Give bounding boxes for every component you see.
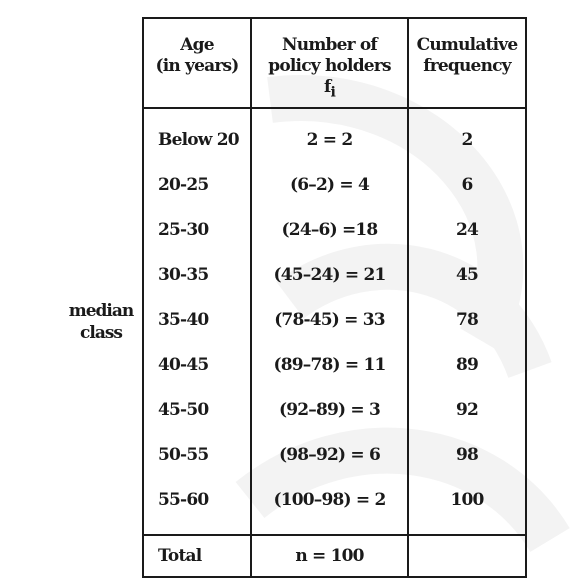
age-cell: 50-55 (143, 432, 251, 477)
cumulative-frequency-cell: 100 (408, 477, 526, 535)
cumulative-frequency-cell: 2 (408, 108, 526, 162)
header-cumulative-frequency: Cumulative frequency (408, 18, 526, 108)
table-row (143, 477, 526, 535)
cumulative-frequency-cell: 78 (408, 297, 526, 342)
median-class-label (56, 300, 146, 344)
table-row (143, 297, 526, 342)
table-row (143, 342, 526, 387)
age-cell: 55-60 (143, 477, 251, 535)
policy-holders-cell: (24–6) =18 (251, 207, 408, 252)
cumulative-frequency-cell: 24 (408, 207, 526, 252)
policy-holders-cell: (89–78) = 11 (251, 342, 408, 387)
policy-holders-cell: (100–98) = 2 (251, 477, 408, 535)
table-row (143, 432, 526, 477)
policy-holders-cell: (92–89) = 3 (251, 387, 408, 432)
frequency-table (142, 17, 527, 578)
age-cell: 20-25 (143, 162, 251, 207)
header-age: Age (in years) (143, 18, 251, 108)
policy-holders-cell: (98–92) = 6 (251, 432, 408, 477)
total-row (143, 535, 526, 577)
total-count: n = 100 (251, 535, 408, 577)
age-cell: Below 20 (143, 108, 251, 162)
total-cumulative (408, 535, 526, 577)
cumulative-frequency-cell: 6 (408, 162, 526, 207)
table-row (143, 108, 526, 162)
policy-holders-cell: (45–24) = 21 (251, 252, 408, 297)
age-cell: 40-45 (143, 342, 251, 387)
table-row (143, 252, 526, 297)
age-cell: 25-30 (143, 207, 251, 252)
header-number-of-policy-holders: Number of policy holders $f_i$ (251, 18, 408, 108)
policy-holders-cell: (6–2) = 4 (251, 162, 408, 207)
policy-holders-cell: 2 = 2 (251, 108, 408, 162)
age-cell: 45-50 (143, 387, 251, 432)
cumulative-frequency-cell: 89 (408, 342, 526, 387)
age-cell: 35-40 (143, 297, 251, 342)
header-row (143, 18, 526, 108)
table-row (143, 207, 526, 252)
age-cell: 30-35 (143, 252, 251, 297)
cumulative-frequency-cell: 98 (408, 432, 526, 477)
policy-holders-cell: (78-45) = 33 (251, 297, 408, 342)
median-class-line1: median (68, 301, 134, 321)
table-row (143, 162, 526, 207)
median-class-line2: class (80, 323, 122, 343)
table-row (143, 387, 526, 432)
cumulative-frequency-cell: 92 (408, 387, 526, 432)
cumulative-frequency-cell: 45 (408, 252, 526, 297)
total-label: Total (143, 535, 251, 577)
